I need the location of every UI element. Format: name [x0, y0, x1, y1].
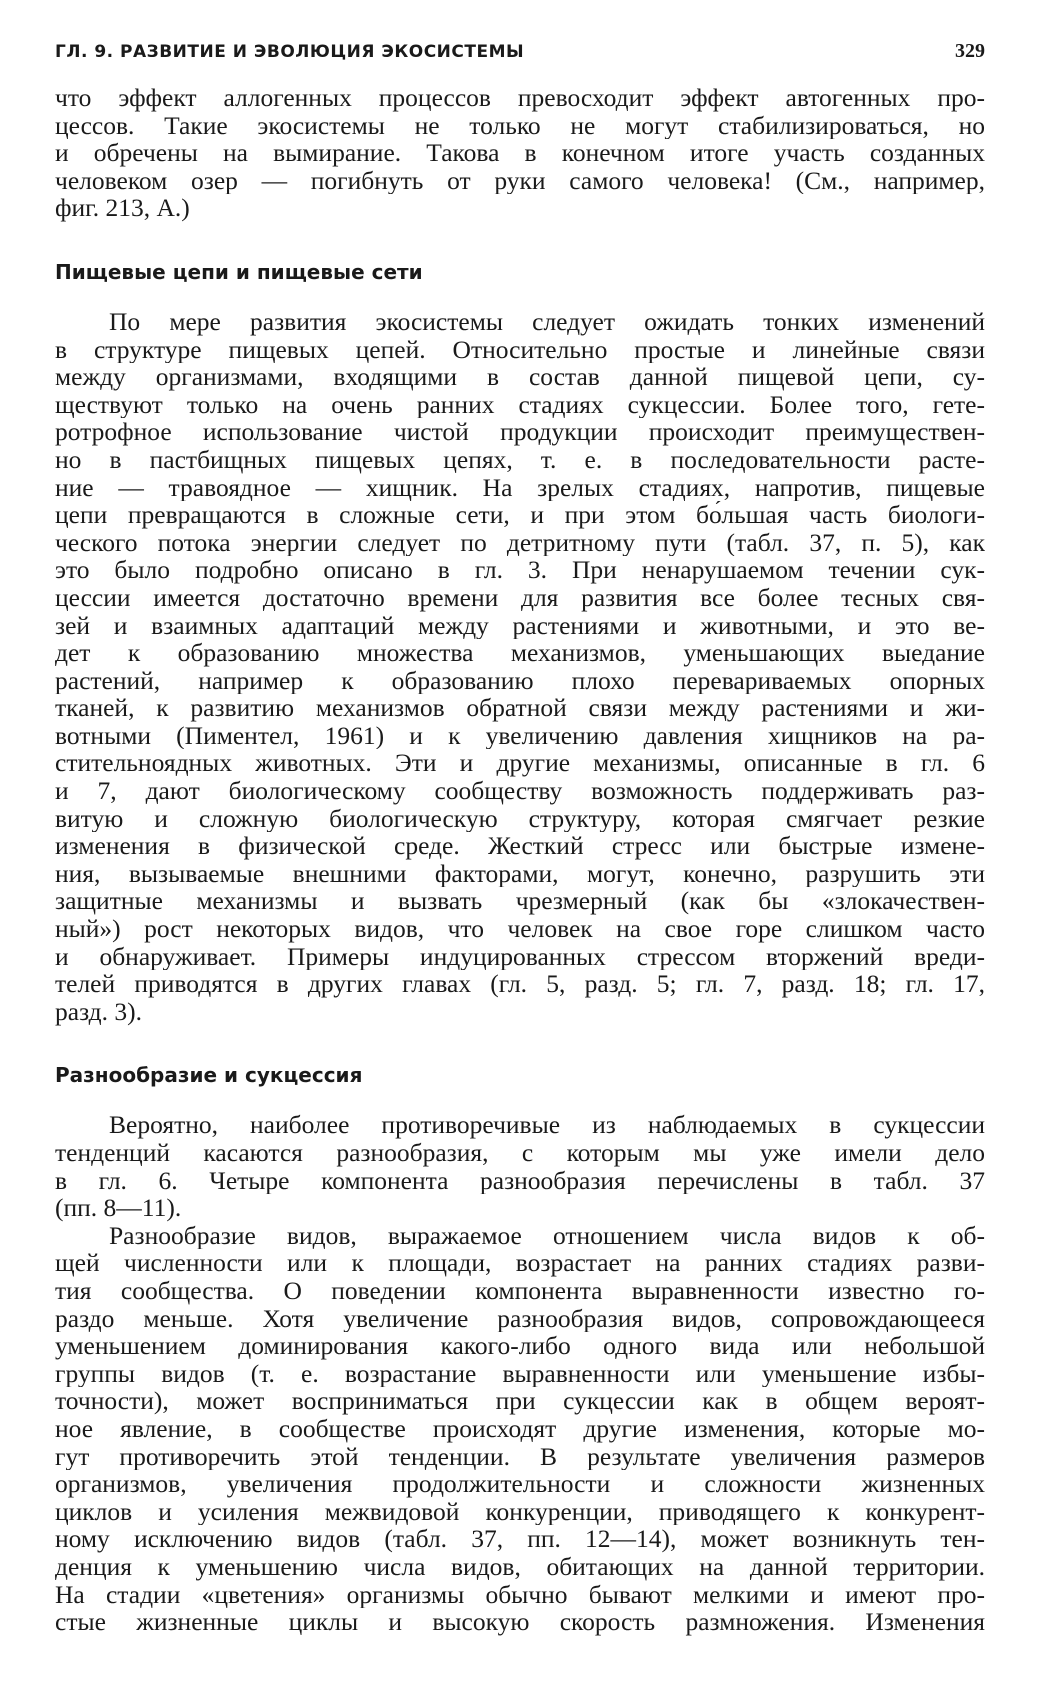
text-line: ротрофное использование чистой продукции происходит преимуществен- — [55, 418, 985, 446]
text-line: в структуре пищевых цепей. Относительно простые и линейные связи — [55, 335, 985, 364]
food-chains-paragraph — [55, 308, 985, 1025]
text-line: фиг. 213, А.) — [55, 193, 190, 223]
text-line: что эффект аллогенных процессов превосходит эффект автогенных про- — [55, 84, 985, 112]
text-line: изменения в физической среде. Жесткий стресс или быстрые измене- — [55, 832, 985, 860]
text-line: цессии имеется достаточно времени для развития все более тесных свя- — [55, 583, 985, 612]
text-line: гут противоречить этой тенденции. В результате увеличения размеров — [55, 1442, 985, 1471]
text-line: дет к образованию множества механизмов, уменьшающих выедание — [55, 639, 985, 667]
text-line: витую и сложную биологическую структуру, которая смягчает резкие — [55, 804, 985, 833]
text-line: но в пастбищных пищевых цепях, т. е. в последовательности расте- — [55, 445, 985, 474]
text-line: ческого потока энергии следует по детритному пути (табл. 37, п. 5), как — [55, 528, 985, 557]
text-line: ный») рост некоторых видов, что человек на свое горе слишком часто — [55, 915, 985, 943]
text-line: тия сообщества. О поведении компонента выравненности известно го- — [55, 1276, 985, 1305]
text-line: человеком озер — погибнуть от руки самого человека! (См., например, — [55, 166, 985, 195]
text-line: зей и взаимных адаптаций между растениями и животными, и это ве- — [55, 611, 985, 640]
section-heading-food-chains: Пищевые цепи и пищевые сети — [55, 259, 423, 284]
text-line: На стадии «цветения» организмы обычно бывают мелкими и имеют про- — [55, 1580, 985, 1609]
text-line: между организмами, входящими в состав данной пищевой цепи, су- — [55, 363, 985, 391]
text-line: группы видов (т. е. возрастание выравненности или уменьшение избы- — [55, 1359, 985, 1388]
text-line: тенденций касаются разнообразия, с которым мы уже имели дело — [55, 1139, 985, 1167]
text-line: ществуют только на очень ранних стадиях сукцессии. Более того, гете- — [55, 390, 985, 419]
text-line: циклов и усиления межвидовой конкуренции, приводящего к конкурент- — [55, 1497, 985, 1526]
running-header — [55, 40, 985, 68]
text-line: вотными (Пиментел, 1961) и к увеличению давления хищников на ра- — [55, 721, 985, 750]
diversity-paragraph-1 — [55, 1111, 985, 1221]
text-line: ное явление, в сообществе происходят другие изменения, которые мо- — [55, 1414, 985, 1443]
text-line: в гл. 6. Четыре компонента разнообразия перечислены в табл. 37 — [55, 1166, 985, 1195]
text-line: тканей, к развитию механизмов обратной связи между растениями и жи- — [55, 694, 985, 722]
text-line: Вероятно, наиболее противоречивые из наблюдаемых в сукцессии — [109, 1111, 985, 1139]
text-line: стительноядных животных. Эти и другие механизмы, описанные в гл. 6 — [55, 749, 985, 778]
text-line: Разнообразие видов, выражаемое отношением числа видов к об- — [109, 1221, 985, 1250]
text-line: уменьшением доминирования какого-либо одного вида или небольшой — [55, 1332, 985, 1360]
text-line: (пп. 8—11). — [55, 1193, 182, 1223]
page-number: 329 — [955, 40, 985, 62]
text-line: это было подробно описано в гл. 3. При ненарушаемом течении сук- — [55, 556, 985, 584]
text-line: телей приводятся в других главах (гл. 5, разд. 5; гл. 7, разд. 18; гл. 17, — [55, 970, 985, 998]
text-line: цепи превращаются в сложные сети, и при этом бо́льшая часть биологи- — [55, 501, 985, 529]
text-line: щей численности или к площади, возрастает на ранних стадиях разви- — [55, 1249, 985, 1277]
text-line: защитные механизмы и вызвать чрезмерный (как бы «злокачествен- — [55, 887, 985, 916]
text-line: разд. 3). — [55, 996, 143, 1026]
text-line: По мере развития экосистемы следует ожидать тонких изменений — [109, 307, 985, 336]
text-line: и 7, дают биологическому сообществу возможность поддерживать раз- — [55, 777, 985, 805]
text-line: ному исключению видов (табл. 37, пп. 12—14), может возникнуть тен- — [55, 1525, 985, 1553]
text-line: денция к уменьшению числа видов, обитающих на данной территории. — [55, 1552, 985, 1581]
text-line: стые жизненные циклы и высокую скорость размножения. Изменения — [55, 1608, 985, 1636]
text-line: цессов. Такие экосистемы не только не могут стабилизироваться, но — [55, 111, 985, 140]
diversity-paragraph-2 — [55, 1222, 985, 1636]
intro-paragraph — [55, 84, 985, 222]
text-line: ние — травоядное — хищник. На зрелых стадиях, напротив, пищевые — [55, 473, 985, 502]
text-line: раздо меньше. Хотя увеличение разнообразия видов, сопровождающееся — [55, 1304, 985, 1333]
text-line: и обнаруживает. Примеры индуцированных стрессом вторжений вреди- — [55, 942, 985, 971]
text-line: организмов, увеличения продолжительности и сложности жизненных — [55, 1470, 985, 1498]
section-heading-diversity: Разнообразие и сукцессия — [55, 1063, 363, 1088]
book-page — [55, 40, 985, 1636]
text-line: ния, вызываемые внешними факторами, могут, конечно, разрушить эти — [55, 859, 985, 888]
text-line: точности), может восприниматься при сукцессии как в общем вероят- — [55, 1387, 985, 1415]
text-line: растений, например к образованию плохо перевариваемых опорных — [55, 666, 985, 695]
running-title: ГЛ. 9. РАЗВИТИЕ И ЭВОЛЮЦИЯ ЭКОСИСТЕМЫ — [55, 42, 525, 62]
text-line: и обречены на вымирание. Такова в конечном итоге участь созданных — [55, 139, 985, 167]
